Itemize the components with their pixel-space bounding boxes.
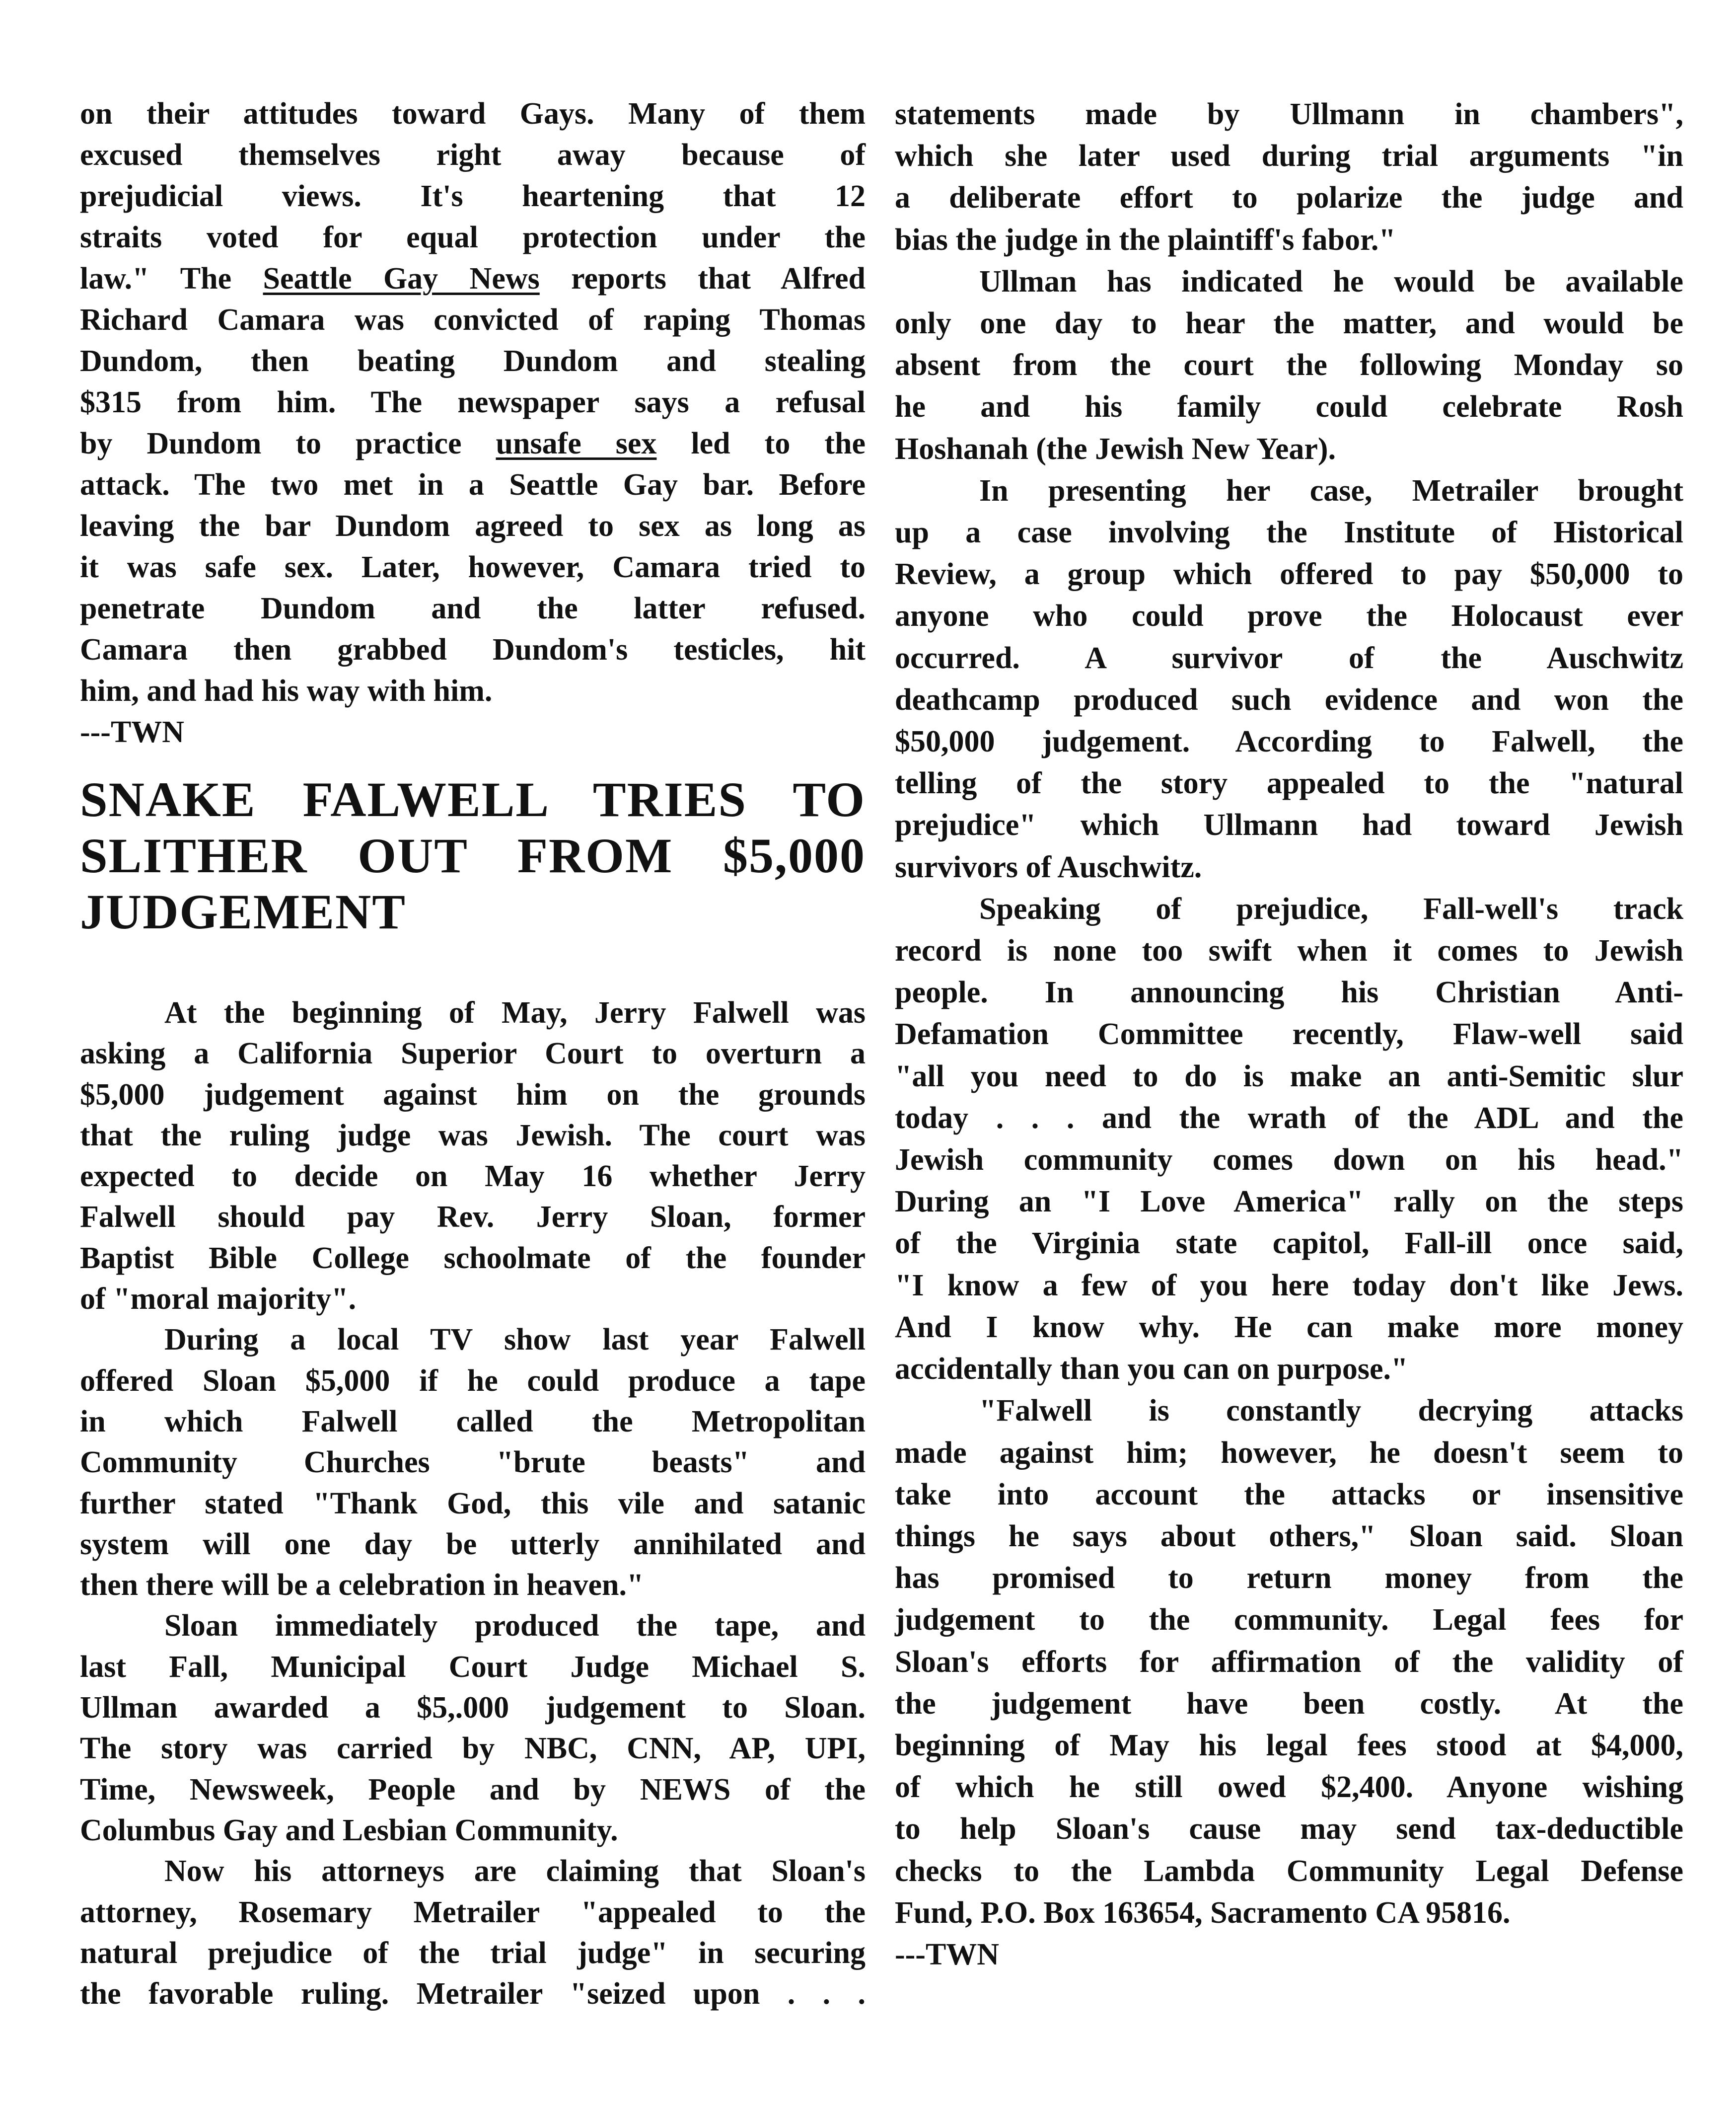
text-line: "all you need to do is make an anti-Semitic slur [895,1059,1683,1093]
paragraph [895,93,1683,261]
text-line: $315 from him. The newspaper says a refusal [80,385,866,419]
text-line: straits voted for equal protection under the [80,221,866,254]
text-segment: reports that Alfred [539,262,866,296]
text-line: Baptist Bible College schoolmate of the founder [80,1241,866,1275]
text-line: accidentally than you can on purpose." [895,1352,1408,1386]
text-line: Sloan immediately produced the tape, and [164,1609,866,1643]
text-line [80,423,866,464]
text-line: Falwell should pay Rev. Jerry Sloan, former [80,1200,866,1234]
text-line: Fund, P.O. Box 163654, Sacramento CA 95816. [895,1895,1511,1930]
text-line: Dundom, then beating Dundom and stealing [80,344,866,378]
text-line: on their attitudes toward Gays. Many of them [80,97,866,131]
paragraph [895,470,1683,888]
text-line: deathcamp produced such evidence and won the [895,682,1683,717]
paragraph [895,1934,1683,1975]
text-line: excused themselves right away because of [80,138,866,172]
text-line: people. In announcing his Christian Anti- [895,976,1683,1010]
text-line: that the ruling judge was Jewish. The court was [80,1118,866,1152]
text-line: checks to the Lambda Community Legal Defense [895,1854,1683,1888]
headline-line: SLITHER OUT FROM $5,000 [80,828,866,883]
text-line: Now his attorneys are claiming that Sloan's [164,1854,866,1888]
text-line: of the Virginia state capitol, Fall-ill once said, [895,1226,1683,1261]
text-line: anyone who could prove the Holocaust ever [895,599,1683,633]
text-line: of which he still owed $2,400. Anyone wishing [895,1770,1683,1805]
paragraph [80,1605,866,1851]
text-line: last Fall, Municipal Court Judge Michael S. [80,1650,866,1684]
text-line: Review, a group which offered to pay $50,000 to [895,557,1683,592]
text-line: take into account the attacks or insensitive [895,1477,1683,1511]
text-line: prejudice" which Ullmann had toward Jewish [895,808,1683,842]
text-line: "Falwell is constantly decrying attacks [979,1394,1683,1428]
text-line: it was safe sex. Later, however, Camara tried to [80,550,866,584]
text-line: of "moral majority". [80,1282,357,1316]
text-line: Defamation Committee recently, Flaw-well said [895,1017,1683,1052]
paragraph [80,992,866,1319]
paragraph [895,1390,1683,1934]
text-line: in which Falwell called the Metropolitan [80,1404,866,1438]
text-line: then there will be a celebration in heaven." [80,1568,644,1602]
text-line: him, and had his way with him. [80,674,493,708]
text-line: bias the judge in the plaintiff's fabor." [895,223,1396,257]
text-line: system will one day be utterly annihilated and [80,1527,866,1561]
text-line: absent from the court the following Monday so [895,348,1683,382]
text-line: ---TWN [895,1937,1000,1971]
text-line: In presenting her case, Metrailer brought [979,473,1683,508]
text-line: Ullman awarded a $5,.000 judgement to Sloan. [80,1691,866,1725]
paragraph [895,888,1683,1390]
article-body-right [895,93,1683,1975]
text-line: which she later used during trial arguments "in [895,139,1683,173]
text-line: the judgement have been costly. At the [895,1686,1683,1721]
text-line: penetrate Dundom and the latter refused. [80,592,866,625]
article-body-left [80,992,866,2014]
text-line: $5,000 judgement against him on the grounds [80,1077,866,1112]
text-line: And I know why. He can make more money [895,1310,1683,1344]
text-line: statements made by Ullmann in chambers", [895,97,1683,131]
text-line: further stated "Thank God, this vile and satanic [80,1486,866,1520]
text-line: Sloan's efforts for affirmation of the validity of [895,1645,1683,1679]
text-line: things he says about others," Sloan said. Sloan [895,1519,1683,1553]
text-line: asking a California Superior Court to overturn a [80,1037,866,1071]
text-line: prejudicial views. It's heartening that 12 [80,179,866,213]
text-line: $50,000 judgement. According to Falwell, the [895,725,1683,759]
text-line: attorney, Rosemary Metrailer "appealed to the [80,1895,866,1929]
headline-line: SNAKE FALWELL TRIES TO [80,772,866,827]
text-line: occurred. A survivor of the Auschwitz [895,641,1683,675]
text-line: he and his family could celebrate Rosh [895,390,1683,424]
article-headline [80,771,866,940]
text-line: Hoshanah (the Jewish New Year). [895,432,1336,466]
headline-line: JUDGEMENT [80,884,406,939]
text-line: offered Sloan $5,000 if he could produce a tape [80,1363,866,1398]
paragraph [80,1851,866,2014]
text-line: During a local TV show last year Falwell [164,1323,866,1357]
text-line: record is none too swift when it comes to Jewish [895,934,1683,968]
text-line: leaving the bar Dundom agreed to sex as long as [80,509,866,543]
text-segment: led to the [656,427,866,460]
text-line: expected to decide on May 16 whether Jerry [80,1159,866,1194]
text-line: Community Churches "brute beasts" and [80,1445,866,1480]
text-line: judgement to the community. Legal fees for [895,1603,1683,1637]
text-line: ---TWN [80,715,185,749]
text-line: At the beginning of May, Jerry Falwell was [164,996,866,1030]
text-line: telling of the story appealed to the "natural [895,766,1683,801]
text-line: today . . . and the wrath of the ADL and the [895,1101,1683,1135]
underlined-title: Seattle Gay News [263,262,540,296]
text-line: Ullman has indicated he would be available [979,264,1683,299]
text-line: Jewish community comes down on his head." [895,1143,1683,1177]
paragraph [80,93,866,712]
text-line: Columbus Gay and Lesbian Community. [80,1813,618,1847]
text-line: attack. The two met in a Seattle Gay bar. Before [80,468,866,502]
text-line: The story was carried by NBC, CNN, AP, UPI, [80,1732,866,1766]
text-segment: law." The [80,262,263,296]
text-line: beginning of May his legal fees stood at $4,000, [895,1728,1683,1762]
text-line: has promised to return money from the [895,1561,1683,1595]
text-line: Camara then grabbed Dundom's testicles, hit [80,633,866,667]
text-line: the favorable ruling. Metrailer "seized upon . . . [80,1977,866,2011]
text-line: only one day to hear the matter, and would be [895,306,1683,341]
text-line [80,258,866,300]
paragraph [895,261,1683,470]
article-continuation-column [80,93,866,753]
paragraph [80,1319,866,1605]
text-line: to help Sloan's cause may send tax-deductible [895,1812,1683,1846]
text-line: During an "I Love America" rally on the steps [895,1185,1683,1219]
text-line: Time, Newsweek, People and by NEWS of the [80,1772,866,1807]
text-line: natural prejudice of the trial judge" in securing [80,1936,866,1970]
paragraph [80,712,866,753]
text-line: Richard Camara was convicted of raping Thomas [80,303,866,337]
text-line: "I know a few of you here today don't like Jews. [895,1268,1683,1302]
text-line: survivors of Auschwitz. [895,850,1202,884]
text-line: Speaking of prejudice, Fall-well's track [979,892,1683,926]
text-segment: by Dundom to practice [80,427,496,460]
text-line: up a case involving the Institute of Historical [895,516,1683,550]
text-line: made against him; however, he doesn't seem to [895,1435,1683,1470]
underlined-title: unsafe sex [496,427,657,460]
text-line: a deliberate effort to polarize the judge and [895,181,1683,215]
